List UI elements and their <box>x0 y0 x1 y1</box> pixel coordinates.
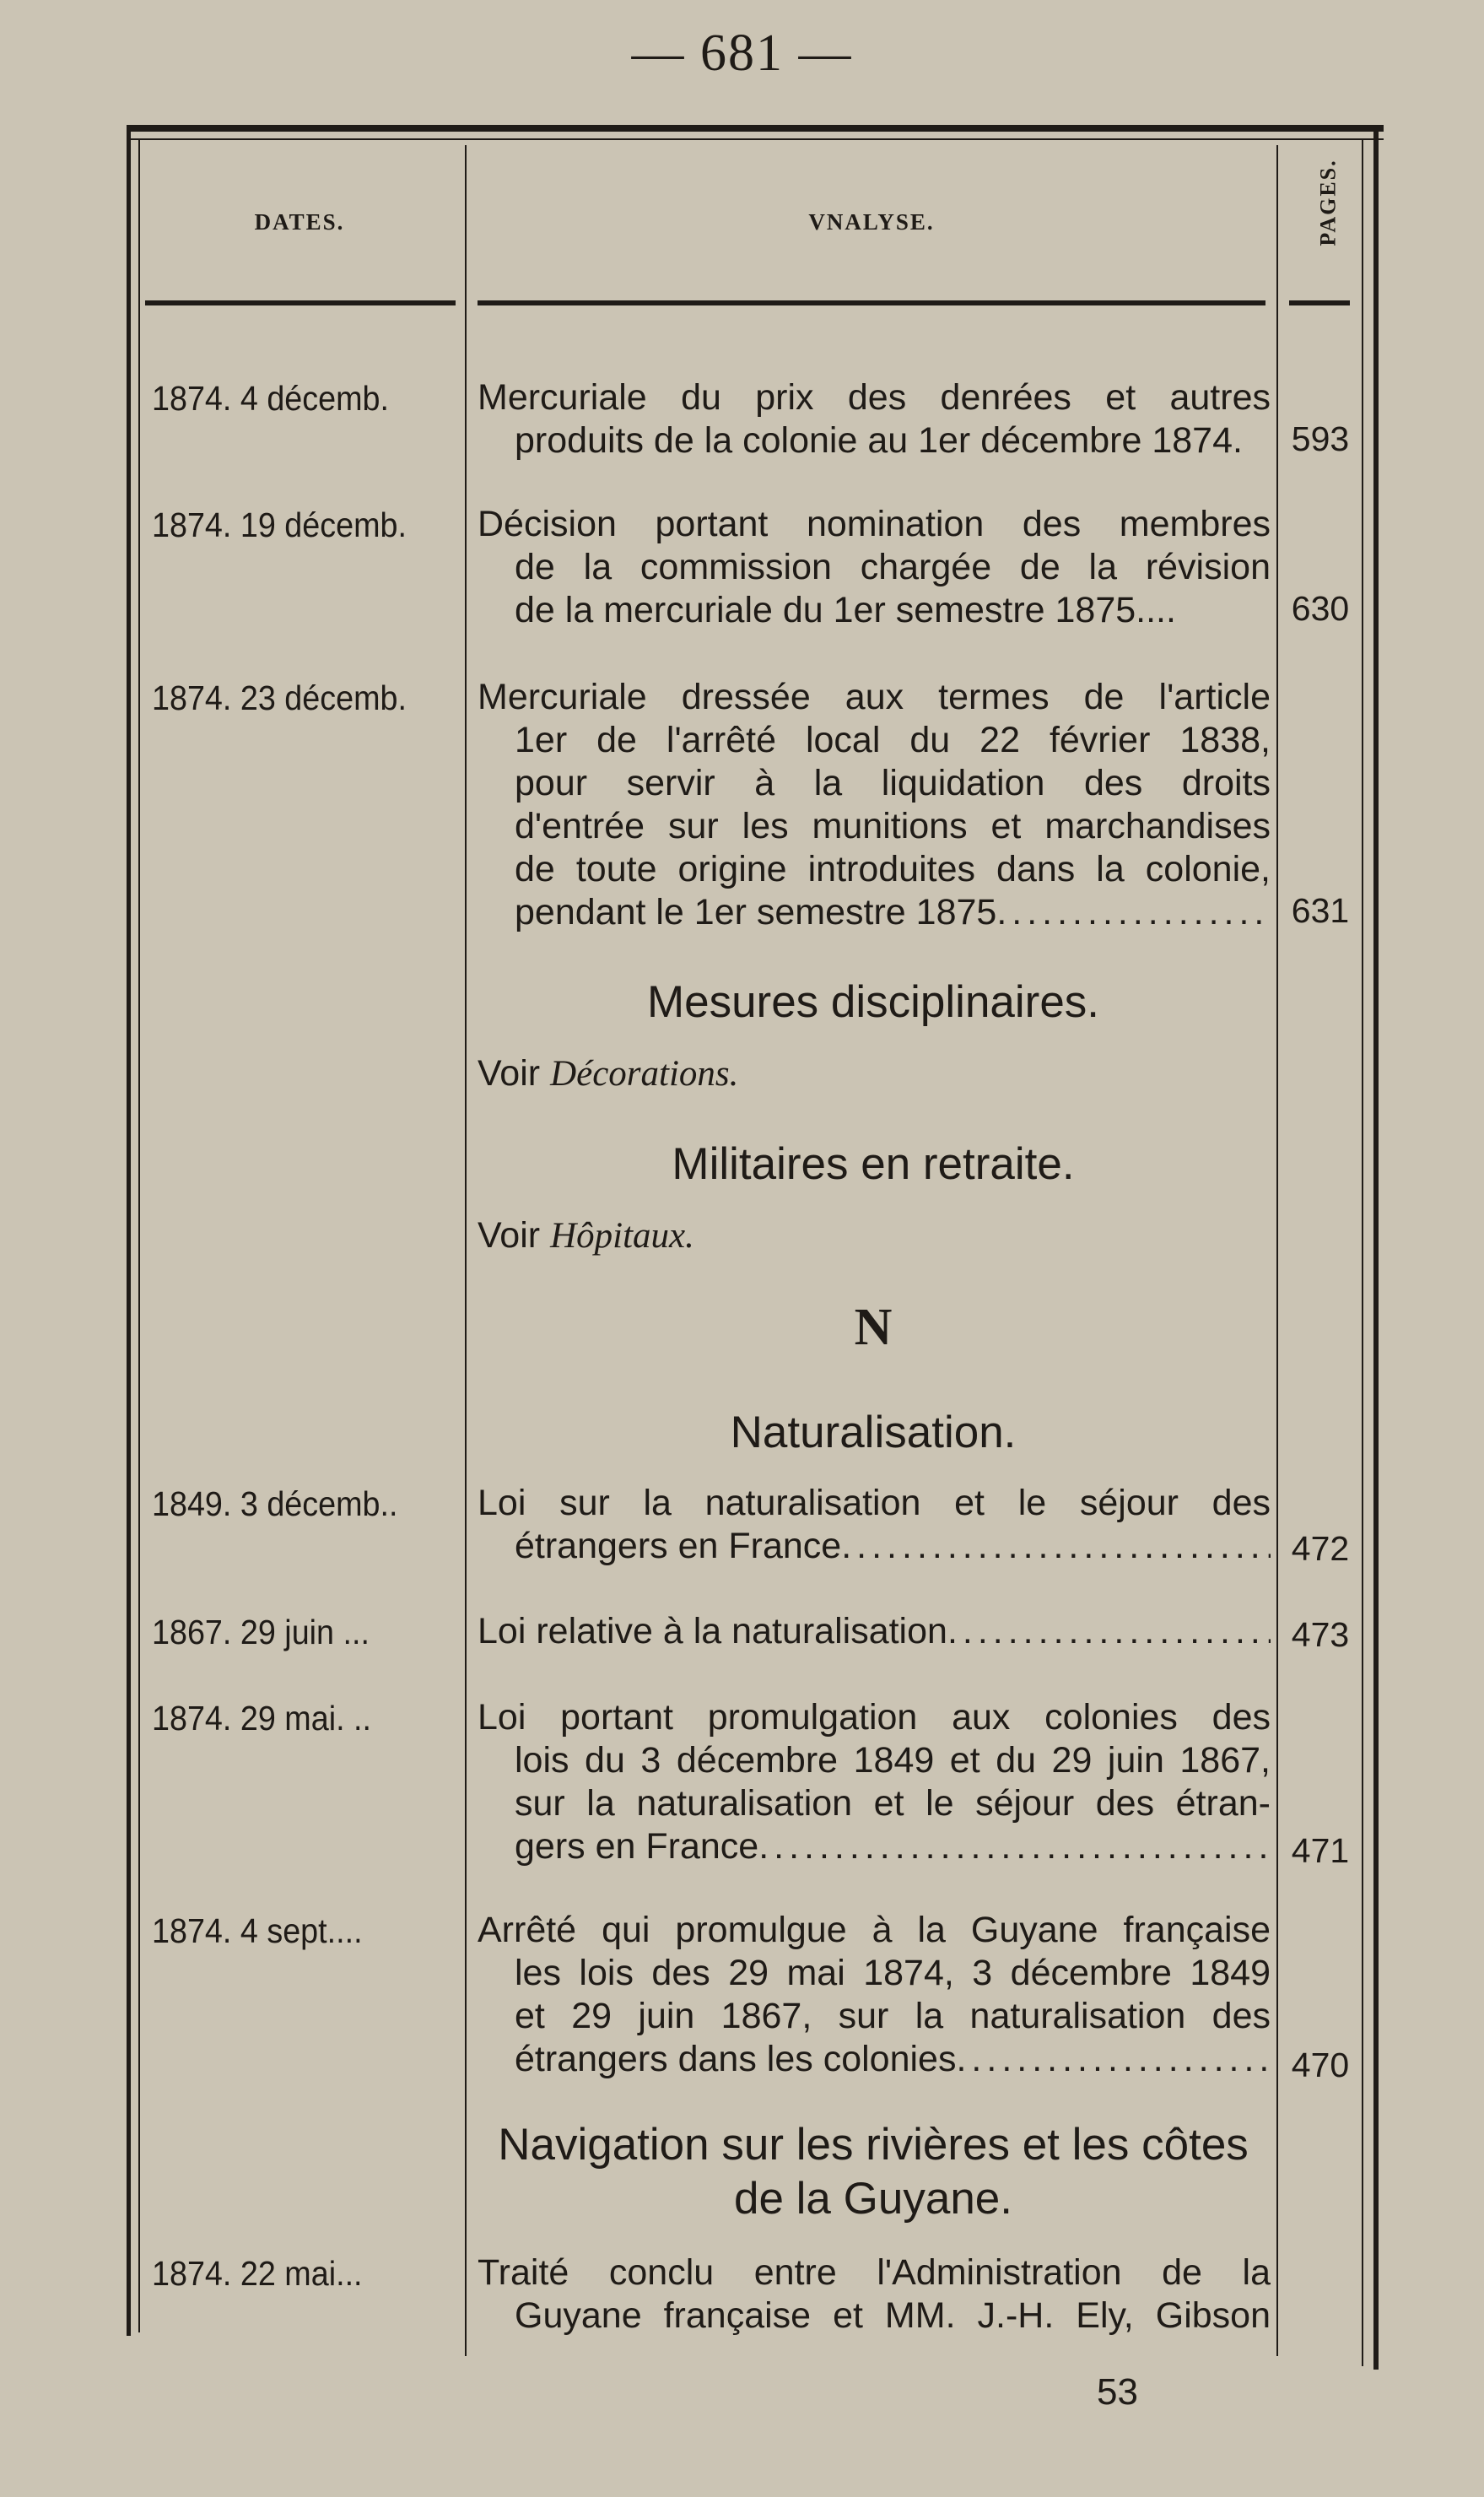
section-heading: Naturalisation. <box>730 1408 1017 1457</box>
analysis-line: lois du 3 décembre 1849 et du 29 juin 1867, <box>515 1740 1271 1781</box>
analysis-line: étrangers en France ..... <box>478 1525 1271 1568</box>
analysis-line: étrangers dans les colonies ..... <box>478 2038 1271 2081</box>
page-reference: 630 <box>1291 589 1350 628</box>
page-number: — 681 — <box>631 24 853 82</box>
analysis-line: Loi sur la naturalisation et le séjour des <box>478 1483 1271 1523</box>
analysis-line: Loi portant promulgation aux colonies des <box>478 1697 1271 1738</box>
section-heading-line: de la Guyane. <box>733 2174 1012 2224</box>
page-reference: 473 <box>1291 1615 1350 1654</box>
analysis-line: Guyane française et MM. J.-H. Ely, Gibson <box>515 2295 1271 2336</box>
entry-date: 1874. 19 décemb. <box>152 505 407 544</box>
analysis-line: sur la naturalisation et le séjour des étran- <box>515 1783 1271 1824</box>
entry-date: 1867. 29 juin ... <box>152 1613 370 1651</box>
table-top-thin-rule <box>127 138 1384 140</box>
analysis-line: gers en France ..... <box>478 1825 1271 1868</box>
analysis-line: de la commission chargée de la révision <box>515 547 1271 587</box>
page-reference: 470 <box>1291 2046 1350 2084</box>
column-divider-pages <box>1276 145 1278 2356</box>
entry-date: 1849. 3 décemb.. <box>152 1484 398 1523</box>
cross-reference: Voir Décorations. <box>478 1053 739 1094</box>
page-reference: 471 <box>1291 1831 1350 1870</box>
entry-analysis <box>478 1610 1271 1653</box>
header-rule-pages <box>1289 300 1350 305</box>
entry-analysis <box>478 1482 1271 1568</box>
column-header-dates: DATES. <box>254 209 345 235</box>
entry-analysis <box>478 503 1271 632</box>
analysis-line: pour servir à la liquidation des droits <box>515 763 1271 803</box>
letter-heading: N <box>854 1299 893 1356</box>
entry-analysis <box>478 676 1271 934</box>
entry-date: 1874. 23 décemb. <box>152 678 407 717</box>
analysis-line: 1er de l'arrêté local du 22 février 1838, <box>515 720 1271 760</box>
entry-date: 1874. 29 mai. .. <box>152 1699 372 1738</box>
analysis-line: Traité conclu entre l'Administration de la <box>478 2252 1271 2293</box>
page-reference: 631 <box>1291 891 1350 930</box>
analysis-line: produits de la colonie au 1er décembre 1874. <box>515 420 1243 461</box>
page-reference: 472 <box>1291 1529 1350 1568</box>
analysis-line: et 29 juin 1867, sur la naturalisation des <box>515 1996 1271 2036</box>
analysis-line: Mercuriale du prix des denrées et autres <box>478 377 1271 418</box>
column-header-pages: PAGES. <box>1316 159 1341 246</box>
entry-date: 1874. 4 sept.... <box>152 1911 363 1950</box>
entry-analysis <box>478 376 1271 462</box>
analysis-line: les lois des 29 mai 1874, 3 décembre 1849 <box>515 1953 1271 1993</box>
header-rule-dates <box>145 300 456 305</box>
analysis-line: Mercuriale dressée aux termes de l'article <box>478 677 1271 717</box>
section-heading <box>472 2118 1274 2226</box>
section-heading: Mesures disciplinaires. <box>646 977 1100 1027</box>
entry-date: 1874. 4 décemb. <box>152 379 390 418</box>
column-header-analyse: VNALYSE. <box>808 209 935 235</box>
analysis-line: de toute origine introduites dans la colonie, <box>515 849 1271 889</box>
entry-analysis <box>478 2251 1271 2338</box>
cross-reference-target: Décorations. <box>550 1054 739 1094</box>
analysis-line: pendant le 1er semestre 1875 ..... <box>478 891 1271 934</box>
table-right-border <box>1373 125 1379 2370</box>
entry-analysis <box>478 1696 1271 1868</box>
cross-reference: Voir Hôpitaux. <box>478 1215 694 1256</box>
analysis-line: de la mercuriale du 1er semestre 1875.... <box>515 590 1176 630</box>
table-left-border <box>127 125 131 2336</box>
analysis-line: Décision portant nomination des membres <box>478 504 1271 544</box>
analysis-line: Loi relative à la naturalisation ..... <box>478 1610 1271 1653</box>
column-divider-dates <box>465 145 467 2356</box>
entry-date: 1874. 22 mai... <box>152 2254 363 2293</box>
table-right-inner-border <box>1362 138 1363 2366</box>
page-reference: 593 <box>1291 419 1350 458</box>
cross-reference-target: Hôpitaux. <box>550 1216 694 1256</box>
table-top-thick-rule <box>127 125 1384 132</box>
analysis-line: d'entrée sur les munitions et marchandises <box>515 806 1271 846</box>
signature-mark: 53 <box>1097 2371 1138 2413</box>
section-heading-line: Navigation sur les rivières et les côtes <box>498 2120 1249 2170</box>
header-rule-analyse <box>478 300 1265 305</box>
table-left-inner-border <box>138 138 140 2332</box>
section-heading: Militaires en retraite. <box>672 1139 1075 1189</box>
analysis-line: Arrêté qui promulgue à la Guyane française <box>478 1910 1271 1950</box>
entry-analysis <box>478 1909 1271 2081</box>
